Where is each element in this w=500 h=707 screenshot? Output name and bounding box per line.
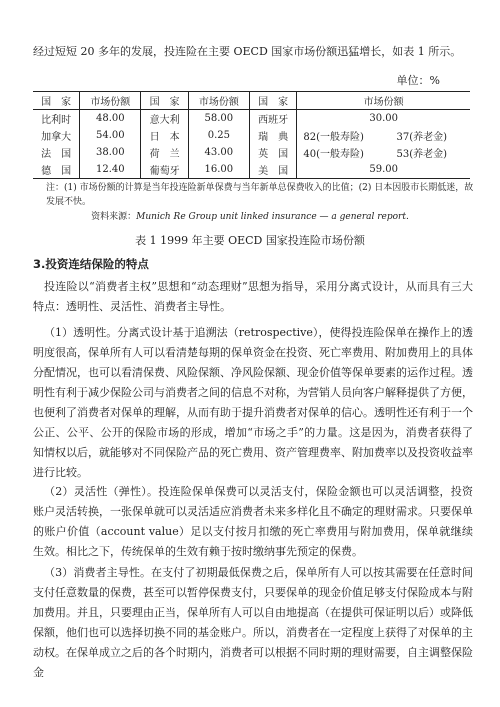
table-cell: 58.00 — [188, 110, 249, 128]
table-cell: 意大利 — [141, 110, 188, 128]
table-cell: 40(一般寿险) — [303, 149, 364, 160]
table-row — [33, 161, 470, 179]
table-cell: 0.25 — [188, 127, 249, 144]
intro-text: 经过短短 20 多年的发展，投连险在主要 OECD 国家市场份额迅猛增长，如表 1 所示。 — [33, 45, 462, 58]
header-country-2: 国 家 — [141, 92, 188, 110]
table-cell: 43.00 — [188, 144, 249, 161]
header-country-1: 国 家 — [33, 92, 80, 110]
market-share-table — [33, 91, 470, 179]
table-cell: 荷 兰 — [141, 144, 188, 161]
table-cell: 葡萄牙 — [141, 161, 188, 179]
header-share-1: 市场份额 — [80, 92, 141, 110]
table-cell: 西班牙 — [249, 110, 296, 128]
paragraph-flexibility: （2）灵活性（弹性）。投连险保单保费可以灵活支付，保险金额也可以灵活调整，投资账户灵活转换，一张保单就可以灵活适应消费者未来多样化且不确定的理财需求。只要保单的账户价值（account value）足以支付按月扣缴的死亡率费用与附加费用，保单就继续生效。相比之下，传统保单的生效有赖于按时缴纳事先预定的保费。 — [33, 485, 473, 558]
table-cell: 54.00 — [80, 127, 141, 144]
table-cell: 53(养老金) — [396, 149, 448, 160]
table-cell: 48.00 — [80, 110, 141, 128]
table-cell: 法 国 — [33, 144, 80, 161]
header-country-3: 国 家 — [249, 92, 296, 110]
source-prefix: 资料来源： — [91, 212, 137, 222]
table-cell: 59.00 — [369, 164, 398, 175]
source-text: Munich Re Group unit linked insurance — a general report. — [136, 212, 409, 222]
table-cell: 38.00 — [80, 144, 141, 161]
table-cell: 16.00 — [188, 161, 249, 179]
table-source — [0, 209, 500, 222]
table-row — [33, 127, 470, 144]
table-row — [33, 110, 470, 128]
table-row — [33, 144, 470, 161]
section-title: 3.投资连结保险的特点 — [33, 257, 149, 271]
table-cell: 37(养老金) — [396, 132, 448, 143]
table-cell: 加拿大 — [33, 127, 80, 144]
table-cell: 美 国 — [249, 161, 296, 179]
table-cell: 德 国 — [33, 161, 80, 179]
paragraph-transparency: （1）透明性。分离式设计基于追溯法（retrospective），使得投连险保单在操作上的透明度很高，保单所有人可以看清楚每期的保单资金在投资、死亡率费用、附加费用上的具体分配情况，也可以看清保费、风险保额、净风险保额、现金价值等保单要素的运作过程。透明性有利于减少保险公司与消费者之间的信息不对称，为营销人员向客户解释提供了方便，也便利了消费者对保单的理解，从而有助于提升消费者对保单的信心。透明性还有利于一个公正、公平、公开的保险市场的形成，增加“市场之手”的力量。这是因为，消费者获得了知情权以后，就能够对不同保险产品的死亡费用、资产管理费率、附加费率以及投资收益率进行比较。 — [33, 326, 473, 479]
header-share-3: 市场份额 — [297, 92, 470, 110]
paragraph-consumer-dominance: （3）消费者主导性。在支付了初期最低保费之后，保单所有人可以按其需要在任意时间支付任意数量的保费，甚至可以暂停保费支付，只要保单的现金价值足够支付保险成本与附加费用。并且，只要理由正当，保单所有人可以自由地提高（在提供可保证明以后）或降低保额，他们也可以选择切换不同的基金账户。所以，消费者在一定程度上获得了对保单的主动权。在保单成立之后的各个时期内，消费者可以根据不同时期的理财需要，自主调整保险金 — [33, 566, 473, 679]
unit-label: 单位：% — [396, 74, 440, 87]
header-share-2: 市场份额 — [188, 92, 249, 110]
table-header-row — [33, 92, 470, 110]
table-cell: 日 本 — [141, 127, 188, 144]
table-cell: 英 国 — [249, 144, 296, 161]
table-cell: 30.00 — [369, 113, 398, 124]
table-cell: 82(一般寿险) — [303, 132, 364, 143]
paragraph-overview: 投连险以“消费者主权”思想和“动态理财”思想为指导，采用分离式设计，从而具有三大特点：透明性、灵活性、消费者主导性。 — [33, 280, 473, 313]
table-caption: 表 1 1999 年主要 OECD 国家投连险市场份额 — [135, 234, 365, 247]
table-cell: 比利时 — [33, 110, 80, 128]
table-cell: 12.40 — [80, 161, 141, 179]
table-cell: 瑞 典 — [249, 127, 296, 144]
table-note: 注：(1) 市场份额的计算是当年投连险新单保费与当年新单总保费收入的比值；(2) 日本因股市长期低迷，故发展不快。 — [46, 183, 474, 207]
